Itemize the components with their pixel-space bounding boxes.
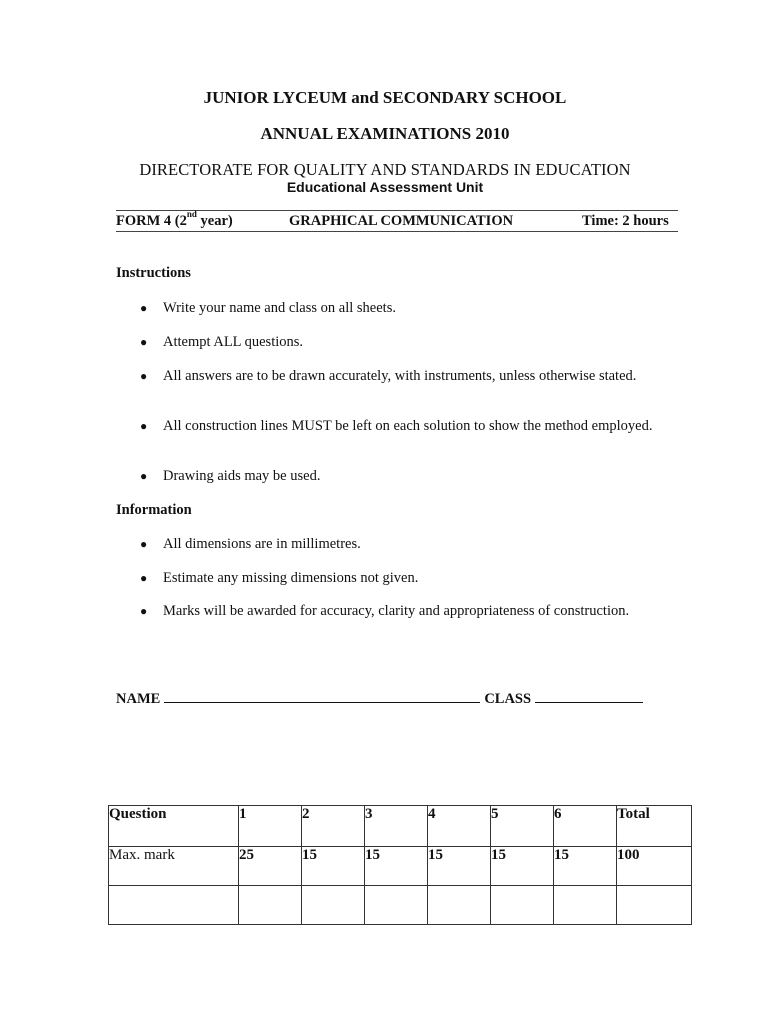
school-title: JUNIOR LYCEUM and SECONDARY SCHOOL (203, 88, 567, 107)
exam-title: ANNUAL EXAMINATIONS 2010 (260, 124, 510, 143)
time-label: Time: 2 hours (582, 213, 669, 229)
score-cell[interactable] (491, 886, 554, 925)
score-total-cell[interactable] (617, 886, 692, 925)
exam-cover-page: JUNIOR LYCEUM and SECONDARY SCHOOL ANNUAL EXAMINATIONS 2010 DIRECTORATE FOR QUALITY AND STANDARDS IN EDUCATION Educational Assessment Unit FORM 4 (2nd year) GRAPHICAL COMMUNICATION Time: 2 hours Instructions ● Write your name and class on all sheets. ● Attempt ALL questions. ● All answers are to be drawn accurately, with instruments, unless otherwise stated. ● All construction lines MUST be left on each solution to show the method employed. ● Drawing aids may be used. Information ● All dimensions are in millimetres. ● Estimate any missing dimensions not given. ● Marks will be awarded for accuracy, clarity and appropriateness of construction. NAME CLASS Question 1 2 3 4 5 6 Total Max. mark 25 15 15 15 15 15 100 (0, 0, 770, 1024)
bullet-icon: ● (140, 537, 148, 551)
question-label: Question (109, 806, 239, 847)
total-header: Total (617, 806, 692, 847)
name-field[interactable] (164, 688, 480, 703)
question-number: 4 (428, 806, 491, 847)
class-field[interactable] (535, 688, 643, 703)
score-label-cell (109, 886, 239, 925)
max-mark-value: 15 (428, 847, 491, 886)
score-cell[interactable] (428, 886, 491, 925)
directorate-title: DIRECTORATE FOR QUALITY AND STANDARDS IN EDUCATION (139, 160, 631, 179)
question-number: 5 (491, 806, 554, 847)
bullet-icon: ● (140, 571, 148, 585)
top-divider (116, 210, 678, 211)
max-mark-value: 15 (365, 847, 428, 886)
bottom-divider (116, 231, 678, 232)
score-cell[interactable] (302, 886, 365, 925)
bullet-icon: ● (140, 369, 148, 383)
score-cell[interactable] (554, 886, 617, 925)
bullet-icon: ● (140, 604, 148, 618)
max-mark-total: 100 (617, 847, 692, 886)
form-label: FORM 4 (2nd year) (116, 209, 233, 229)
question-number: 1 (239, 806, 302, 847)
max-mark-value: 15 (554, 847, 617, 886)
class-label: CLASS (484, 691, 532, 707)
name-label: NAME (116, 691, 161, 707)
max-mark-value: 25 (239, 847, 302, 886)
marks-table (108, 805, 692, 925)
information-heading: Information (116, 502, 192, 518)
unit-title: Educational Assessment Unit (286, 179, 484, 195)
max-mark-label: Max. mark (109, 847, 239, 886)
bullet-icon: ● (140, 419, 148, 433)
bullet-icon: ● (140, 335, 148, 349)
question-number: 2 (302, 806, 365, 847)
bullet-icon: ● (140, 301, 148, 315)
student-details-row (116, 688, 647, 708)
bullet-icon: ● (140, 469, 148, 483)
score-cell[interactable] (239, 886, 302, 925)
instructions-heading: Instructions (116, 265, 191, 281)
table-row (109, 806, 692, 847)
question-number: 3 (365, 806, 428, 847)
score-cell[interactable] (365, 886, 428, 925)
max-mark-value: 15 (302, 847, 365, 886)
table-row (109, 886, 692, 925)
max-mark-value: 15 (491, 847, 554, 886)
subject-label: GRAPHICAL COMMUNICATION (289, 213, 514, 229)
question-number: 6 (554, 806, 617, 847)
table-row (109, 847, 692, 886)
